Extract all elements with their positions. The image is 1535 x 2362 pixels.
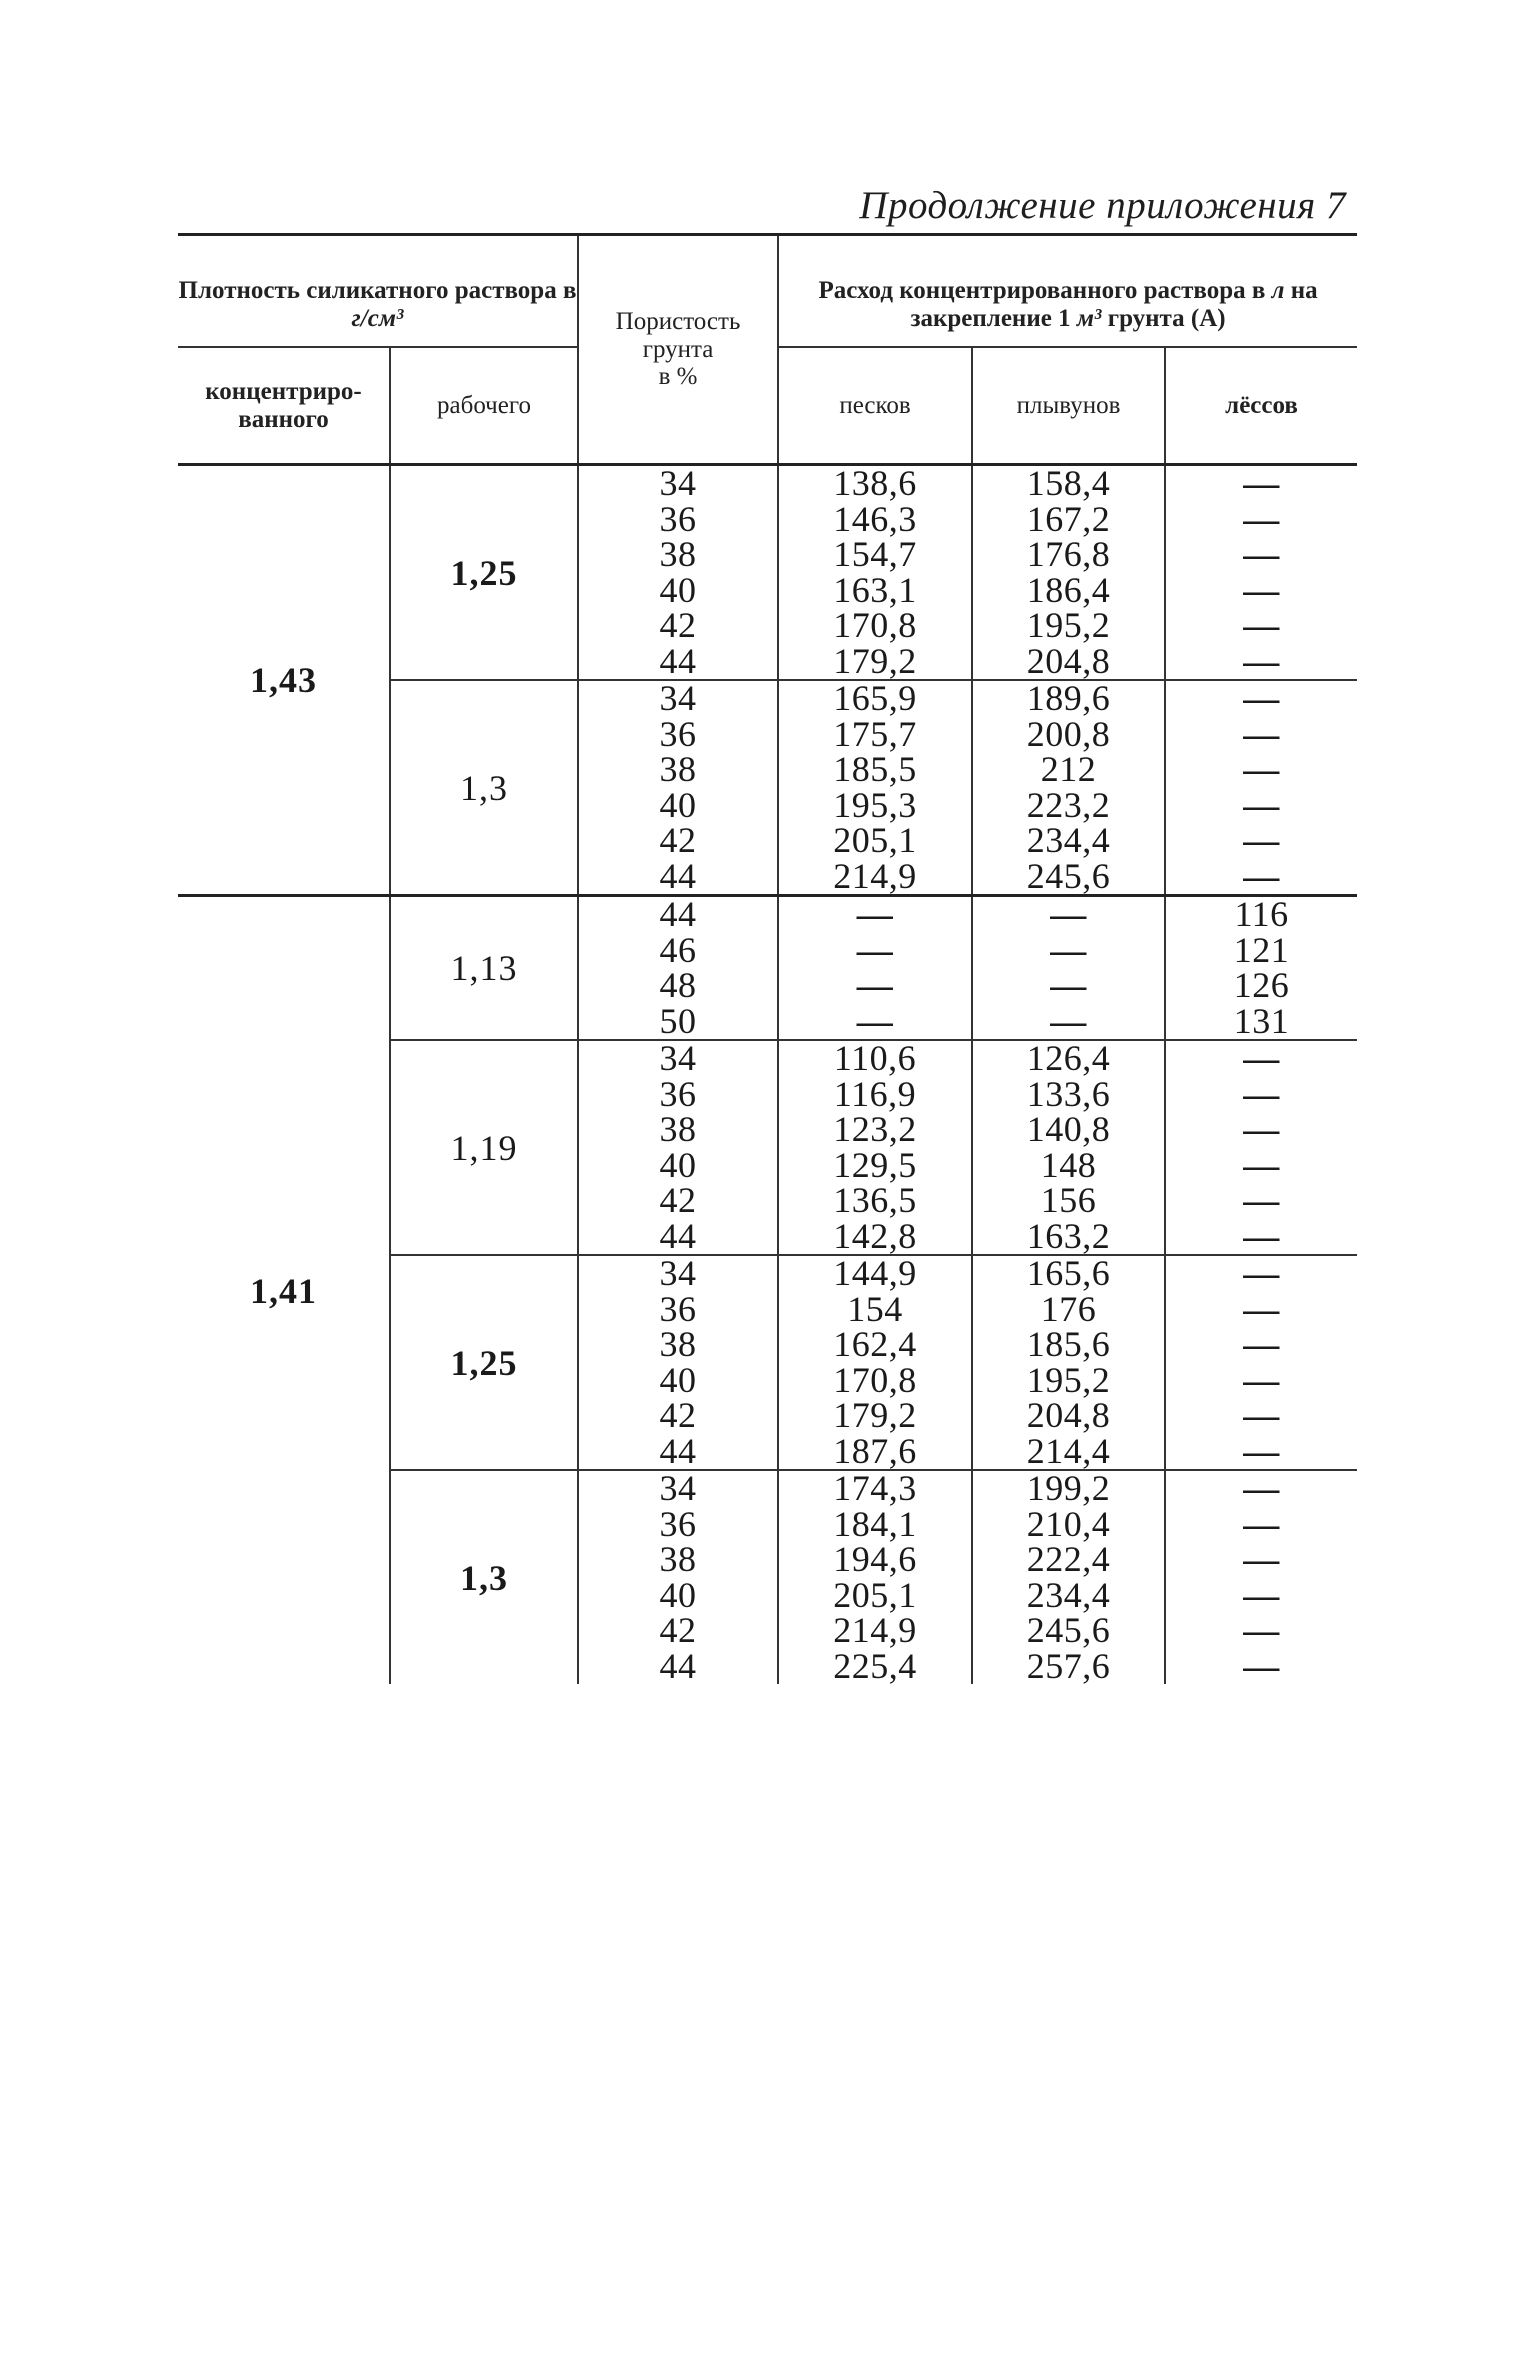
cell-value: —: [1243, 820, 1280, 860]
cell-value: 144,9: [833, 1255, 917, 1293]
header-row-1: [178, 235, 1357, 348]
cell-lines: [1166, 1256, 1357, 1469]
cell-value: —: [1243, 1395, 1280, 1435]
cell-value: 116: [1234, 895, 1289, 934]
cell-value: 34: [659, 1470, 697, 1508]
cell-value: 204,8: [1026, 640, 1111, 680]
sand-header: песков: [778, 347, 972, 465]
loess-cell: [1165, 465, 1357, 681]
cell-value: 222,4: [1026, 1539, 1111, 1579]
cell-value: —: [1243, 640, 1280, 680]
consumption-unit-liter: л: [1271, 277, 1285, 305]
cell-value: 199,2: [1026, 1470, 1111, 1508]
cell-value: —: [1243, 605, 1280, 645]
cell-lines: [579, 466, 777, 679]
consumption-text-3: грунта (А): [1101, 304, 1226, 332]
cell-value: —: [1243, 1324, 1280, 1364]
cell-value: 110,6: [833, 1040, 917, 1078]
cell-value: 210,4: [1026, 1503, 1111, 1544]
cell-value: 116,9: [833, 1073, 917, 1114]
cell-value: 195,2: [1026, 1359, 1111, 1400]
cell-lines: [1166, 681, 1357, 894]
cell-value: 42: [659, 820, 697, 860]
cell-value: 176: [1040, 1288, 1097, 1329]
cell-value: —: [1050, 929, 1087, 970]
cell-value: 126,4: [1026, 1040, 1111, 1078]
cell-lines: [579, 1256, 777, 1469]
loess-cell: [1165, 680, 1357, 896]
cell-value: —: [1243, 1109, 1280, 1149]
cell-value: 167,2: [1026, 498, 1111, 539]
cell-value: 36: [659, 713, 697, 754]
cell-value: —: [1243, 498, 1280, 539]
cell-value: 121: [1233, 929, 1290, 970]
cell-lines: [779, 897, 971, 1039]
cell-value: 234,4: [1026, 1574, 1111, 1615]
cell-value: 223,2: [1026, 784, 1111, 825]
cell-value: 170,8: [833, 1359, 917, 1400]
cell-value: 245,6: [1026, 1610, 1111, 1650]
cell-value: —: [1050, 1000, 1087, 1040]
density-working-header: рабочего: [390, 347, 578, 465]
cell-value: 42: [659, 1180, 697, 1220]
page-header: Продолжение приложения 7: [859, 184, 1346, 227]
cell-value: —: [1243, 569, 1280, 610]
cell-value: 214,4: [1026, 1430, 1111, 1470]
cell-value: —: [1243, 855, 1280, 896]
cell-lines: [973, 1471, 1164, 1684]
consumption-text-1: Расход концентрированного раствора в: [818, 277, 1272, 305]
cell-value: —: [1243, 534, 1280, 574]
cell-value: 205,1: [833, 820, 917, 860]
porosity-cell: [578, 1470, 778, 1684]
cell-value: 44: [659, 895, 697, 934]
cell-value: 42: [659, 1610, 697, 1650]
cell-value: —: [1243, 1539, 1280, 1579]
cell-value: —: [1243, 784, 1280, 825]
cell-value: 176,8: [1026, 534, 1111, 574]
working-density-cell: 1,25: [390, 465, 578, 681]
cell-value: 154,7: [833, 534, 917, 574]
cell-value: 138,6: [833, 464, 917, 503]
density-group-unit: г/см³: [351, 304, 404, 332]
cell-value: 36: [659, 1503, 697, 1544]
working-density-cell: 1,3: [390, 1470, 578, 1684]
cell-value: 162,4: [833, 1324, 917, 1364]
cell-value: 212: [1040, 749, 1097, 789]
porosity-cell: [578, 465, 778, 681]
cell-value: 179,2: [833, 1395, 917, 1435]
cell-value: 40: [659, 784, 697, 825]
working-density-cell: 1,19: [390, 1040, 578, 1255]
loess-header: лёссов: [1165, 347, 1357, 465]
cell-value: 175,7: [833, 713, 917, 754]
quicksand-cell: [972, 1040, 1165, 1255]
cell-value: 158,4: [1026, 464, 1111, 503]
cell-value: —: [856, 965, 894, 1005]
loess-cell: [1165, 896, 1357, 1041]
concentrated-density-cell: 1,43: [178, 465, 390, 896]
cell-value: 38: [659, 1539, 697, 1579]
cell-value: —: [1243, 1574, 1280, 1615]
silicate-solution-table: [178, 233, 1357, 1684]
cell-value: 189,6: [1026, 680, 1111, 718]
cell-value: 185,6: [1026, 1324, 1111, 1364]
cell-value: 214,9: [833, 855, 917, 896]
cell-value: 42: [659, 605, 697, 645]
cell-value: —: [1243, 1040, 1280, 1078]
cell-value: 40: [659, 569, 697, 610]
table-body: [178, 465, 1357, 1685]
cell-value: 245,6: [1026, 855, 1111, 896]
loess-cell: [1165, 1470, 1357, 1684]
cell-value: 195,3: [833, 784, 917, 825]
cell-value: —: [1243, 1073, 1280, 1114]
cell-lines: [973, 1256, 1164, 1469]
cell-value: 163,1: [833, 569, 917, 610]
cell-lines: [1166, 1471, 1357, 1684]
cell-value: 148: [1040, 1144, 1097, 1185]
cell-value: 140,8: [1026, 1109, 1111, 1149]
porosity-cell: [578, 896, 778, 1041]
sand-cell: [778, 1470, 972, 1684]
cell-value: 40: [659, 1359, 697, 1400]
cell-value: 36: [659, 1288, 697, 1329]
cell-value: —: [1243, 1359, 1280, 1400]
density-group-text: Плотность силикатного раствора в: [178, 277, 577, 305]
density-concentrated-header: концентриро- ванного: [178, 347, 390, 465]
cell-lines: [973, 1041, 1164, 1254]
cell-value: 170,8: [833, 605, 917, 645]
cell-value: 50: [659, 1000, 697, 1040]
working-density-cell: 1,25: [390, 1255, 578, 1470]
quicksand-header: плывунов: [972, 347, 1165, 465]
density-group-header: [178, 235, 578, 348]
cell-value: 185,5: [833, 749, 917, 789]
cell-value: 38: [659, 1109, 697, 1149]
cell-value: —: [1243, 1503, 1280, 1544]
cell-value: —: [1243, 680, 1280, 718]
cell-value: 44: [659, 1430, 697, 1470]
loess-cell: [1165, 1255, 1357, 1470]
cell-lines: [579, 681, 777, 894]
cell-value: 126: [1233, 965, 1290, 1005]
consumption-unit-m3: м³: [1076, 304, 1102, 332]
cell-value: 165,6: [1026, 1255, 1111, 1293]
porosity-header: Пористость грунта в %: [578, 235, 778, 465]
cell-value: 133,6: [1026, 1073, 1111, 1114]
sand-cell: [778, 680, 972, 896]
cell-value: 214,9: [833, 1610, 917, 1650]
cell-lines: [779, 1471, 971, 1684]
quicksand-cell: [972, 680, 1165, 896]
cell-value: 34: [659, 680, 697, 718]
cell-lines: [579, 1471, 777, 1684]
loess-cell: [1165, 1040, 1357, 1255]
consumption-text-2: на закрепление 1: [910, 277, 1318, 332]
porosity-cell: [578, 1255, 778, 1470]
cell-value: 44: [659, 640, 697, 680]
sand-cell: [778, 1255, 972, 1470]
sand-cell: [778, 1040, 972, 1255]
cell-value: 36: [659, 498, 697, 539]
cell-value: 136,5: [833, 1180, 917, 1220]
cell-value: 46: [659, 929, 697, 970]
cell-value: 194,6: [833, 1539, 917, 1579]
cell-lines: [579, 897, 777, 1039]
cell-value: —: [856, 895, 894, 934]
cell-value: —: [1243, 1430, 1280, 1470]
cell-lines: [1166, 466, 1357, 679]
cell-value: 163,2: [1026, 1215, 1111, 1255]
cell-value: 38: [659, 749, 697, 789]
cell-value: 142,8: [833, 1215, 917, 1255]
cell-value: —: [1243, 1255, 1280, 1293]
cell-lines: [973, 466, 1164, 679]
cell-value: 154: [847, 1288, 903, 1329]
cell-value: 123,2: [833, 1109, 917, 1149]
cell-lines: [1166, 1041, 1357, 1254]
cell-value: 195,2: [1026, 605, 1111, 645]
cell-value: —: [1243, 1215, 1280, 1255]
cell-value: 34: [659, 1040, 697, 1078]
cell-value: 146,3: [833, 498, 917, 539]
cell-value: —: [1243, 1470, 1280, 1508]
cell-lines: [1166, 897, 1357, 1039]
cell-value: 225,4: [833, 1645, 917, 1684]
cell-value: 257,6: [1026, 1645, 1111, 1684]
cell-value: 42: [659, 1395, 697, 1435]
working-density-cell: 1,3: [390, 680, 578, 896]
cell-value: 179,2: [833, 640, 917, 680]
cell-value: —: [1243, 1288, 1280, 1329]
cell-value: —: [1243, 1610, 1280, 1650]
table-row: [178, 465, 1357, 681]
sand-cell: [778, 896, 972, 1041]
cell-value: 205,1: [833, 1574, 917, 1615]
cell-value: —: [1243, 1645, 1280, 1684]
working-density-cell: 1,13: [390, 896, 578, 1041]
cell-value: 156: [1040, 1180, 1097, 1220]
cell-lines: [779, 681, 971, 894]
cell-value: —: [1243, 464, 1280, 503]
cell-value: —: [1050, 895, 1087, 934]
quicksand-cell: [972, 896, 1165, 1041]
concentrated-density-cell: 1,41: [178, 896, 390, 1685]
cell-value: 131: [1233, 1000, 1290, 1040]
cell-value: 187,6: [833, 1430, 917, 1470]
cell-value: 44: [659, 855, 697, 896]
cell-lines: [779, 466, 971, 679]
cell-value: 186,4: [1026, 569, 1111, 610]
cell-value: 204,8: [1026, 1395, 1111, 1435]
cell-value: —: [1050, 965, 1087, 1005]
porosity-cell: [578, 680, 778, 896]
cell-lines: [579, 1041, 777, 1254]
cell-value: 184,1: [833, 1503, 917, 1544]
cell-value: —: [856, 929, 894, 970]
cell-value: 40: [659, 1144, 697, 1185]
consumption-group-header: [778, 235, 1357, 348]
cell-value: —: [856, 1000, 894, 1040]
cell-value: 200,8: [1026, 713, 1111, 754]
cell-value: —: [1243, 1180, 1280, 1220]
cell-value: 38: [659, 534, 697, 574]
cell-lines: [973, 897, 1164, 1039]
cell-value: 34: [659, 1255, 697, 1293]
quicksand-cell: [972, 1470, 1165, 1684]
cell-value: 174,3: [833, 1470, 917, 1508]
cell-value: 34: [659, 464, 697, 503]
cell-value: 165,9: [833, 680, 917, 718]
cell-value: 44: [659, 1645, 697, 1684]
cell-lines: [779, 1256, 971, 1469]
quicksand-cell: [972, 1255, 1165, 1470]
porosity-cell: [578, 1040, 778, 1255]
table-row: [178, 896, 1357, 1041]
cell-value: 40: [659, 1574, 697, 1615]
sand-cell: [778, 465, 972, 681]
quicksand-cell: [972, 465, 1165, 681]
cell-value: 38: [659, 1324, 697, 1364]
cell-value: 129,5: [833, 1144, 917, 1185]
cell-value: —: [1243, 1144, 1280, 1185]
cell-value: 48: [659, 965, 697, 1005]
cell-value: —: [1243, 749, 1280, 789]
cell-value: 36: [659, 1073, 697, 1114]
cell-value: —: [1243, 713, 1280, 754]
cell-lines: [779, 1041, 971, 1254]
cell-lines: [973, 681, 1164, 894]
cell-value: 234,4: [1026, 820, 1111, 860]
cell-value: 44: [659, 1215, 697, 1255]
